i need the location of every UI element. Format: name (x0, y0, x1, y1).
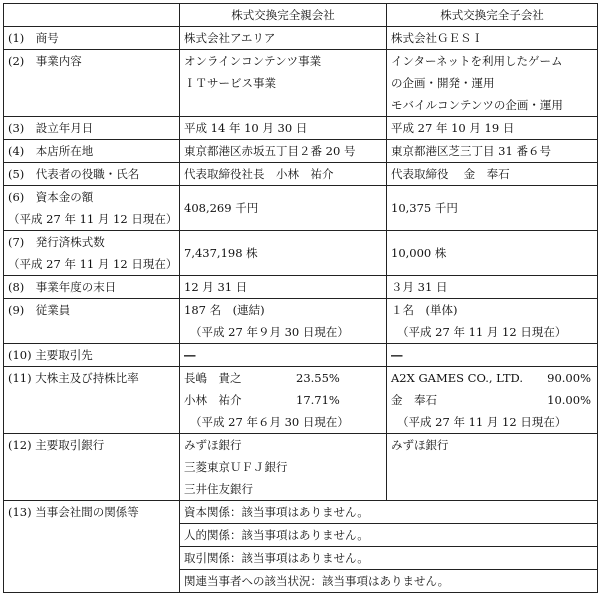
row-label: (8) 事業年度の末日 (4, 276, 180, 299)
shareholder-pct: 17.71% (296, 393, 340, 407)
child-value (387, 50, 598, 117)
bank-name: みずほ銀行 (391, 438, 449, 452)
label-line: (6) 資本金の額 (8, 190, 94, 204)
row-clients (4, 344, 598, 367)
text-line: オンラインコンテンツ事業 (184, 54, 322, 68)
shareholder-pct: 90.00% (547, 371, 591, 385)
row-name (4, 27, 598, 50)
date-note: （平成 27 年 11 月 12 日現在） (397, 325, 567, 339)
header-row (4, 4, 598, 27)
date-note: （平成 27 年９月 30 日現在） (190, 325, 349, 339)
label-line: (7) 発行済株式数 (8, 235, 105, 249)
shareholder-entry (184, 389, 382, 411)
shareholder-pct: 10.00% (547, 393, 591, 407)
shareholder-name: 小林 祐介 (184, 393, 242, 407)
bank-name: 三井住友銀行 (184, 482, 253, 496)
bank-name: みずほ銀行 (184, 438, 242, 452)
header-corner-cell (4, 4, 180, 27)
text-line: インターネットを利用したゲーム (391, 54, 563, 68)
parent-value (180, 367, 387, 434)
row-address (4, 140, 598, 163)
relationship-value (180, 501, 598, 593)
parent-value (180, 299, 387, 344)
date-note: （平成 27 年６月 30 日現在） (190, 415, 349, 429)
row-representative (4, 163, 598, 186)
shareholder-name: 金 奉石 (391, 393, 437, 407)
text-line: の企画・開発・運用 (391, 76, 495, 90)
parent-value (180, 50, 387, 117)
child-value: 平成 27 年 10 月 19 日 (387, 117, 598, 140)
row-label: (9) 従業員 (4, 299, 180, 344)
row-label: (12) 主要取引銀行 (4, 434, 180, 501)
header-parent: 株式交換完全親会社 (180, 4, 387, 27)
shareholder-name: 長嶋 貴之 (184, 371, 242, 385)
parent-value: 代表取締役社長 小林 祐介 (180, 163, 387, 186)
text-line: １名 (単体) (391, 303, 458, 317)
text-line: モバイルコンテンツの企画・運用 (391, 98, 563, 112)
label-sub-line: （平成 27 年 11 月 12 日現在） (8, 257, 178, 271)
shareholder-entry (391, 389, 593, 411)
row-shareholders (4, 367, 598, 434)
shareholder-entry (184, 367, 382, 389)
row-label: (3) 設立年月日 (4, 117, 180, 140)
child-value: ― (387, 344, 598, 367)
parent-value: 株式会社アエリア (180, 27, 387, 50)
relationship-item: 取引関係：該当事項はありません。 (180, 546, 597, 569)
row-label (4, 231, 180, 276)
date-note: （平成 27 年 11 月 12 日現在） (397, 415, 567, 429)
row-label: (5) 代表者の役職・氏名 (4, 163, 180, 186)
child-value: 10,375 千円 (387, 186, 598, 231)
row-label: (13) 当事会社間の関係等 (4, 501, 180, 593)
row-label: (10) 主要取引先 (4, 344, 180, 367)
row-label: (2) 事業内容 (4, 50, 180, 117)
shareholder-entry (391, 367, 593, 389)
row-business (4, 50, 598, 117)
parent-value: 7,437,198 株 (180, 231, 387, 276)
parent-value: 12 月 31 日 (180, 276, 387, 299)
shareholder-name: A2X GAMES CO., LTD. (391, 371, 524, 385)
shareholder-pct: 23.55% (296, 371, 340, 385)
text-line: ＩＴサービス事業 (184, 76, 276, 90)
child-value (387, 434, 598, 501)
child-value: 代表取締役 金 奉石 (387, 163, 598, 186)
row-relationship (4, 501, 598, 593)
company-overview-table (3, 3, 598, 593)
row-shares (4, 231, 598, 276)
parent-value (180, 434, 387, 501)
child-value: 株式会社ＧＥＳＩ (387, 27, 598, 50)
relationship-item: 資本関係：該当事項はありません。 (184, 505, 369, 519)
child-value: 東京都港区芝三丁目 31 番６号 (387, 140, 598, 163)
row-label: (11) 大株主及び持株比率 (4, 367, 180, 434)
row-capital (4, 186, 598, 231)
child-value (387, 367, 598, 434)
parent-value: 平成 14 年 10 月 30 日 (180, 117, 387, 140)
parent-value: 408,269 千円 (180, 186, 387, 231)
child-value (387, 299, 598, 344)
relationship-item: 人的関係：該当事項はありません。 (180, 523, 597, 546)
row-banks (4, 434, 598, 501)
row-established (4, 117, 598, 140)
bank-name: 三菱東京ＵＦＪ銀行 (184, 460, 288, 474)
text-line: 187 名 (連結) (184, 303, 265, 317)
relationship-item: 関連当事者への該当状況：該当事項はありません。 (180, 569, 597, 592)
row-employees (4, 299, 598, 344)
child-value: 10,000 株 (387, 231, 598, 276)
row-fiscal-end (4, 276, 598, 299)
parent-value: ― (180, 344, 387, 367)
header-child: 株式交換完全子会社 (387, 4, 598, 27)
row-label: (1) 商号 (4, 27, 180, 50)
row-label: (4) 本店所在地 (4, 140, 180, 163)
label-sub-line: （平成 27 年 11 月 12 日現在） (8, 212, 178, 226)
parent-value: 東京都港区赤坂五丁目２番 20 号 (180, 140, 387, 163)
row-label (4, 186, 180, 231)
child-value: ３月 31 日 (387, 276, 598, 299)
